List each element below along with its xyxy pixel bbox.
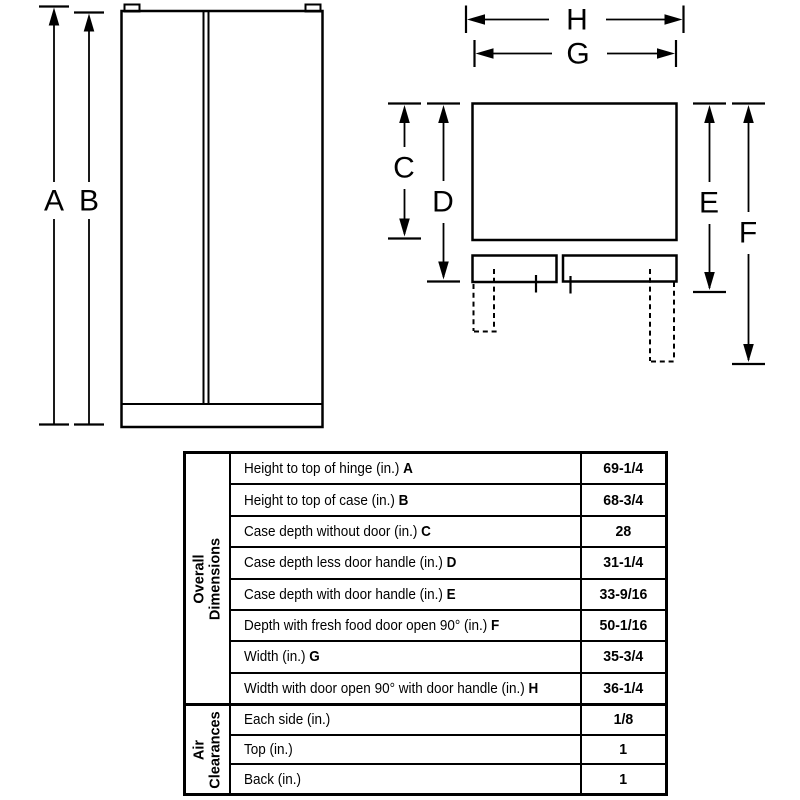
table-row bbox=[231, 609, 665, 640]
spec-label: Back (in.) bbox=[244, 770, 302, 788]
spec-value: 69-1/4 bbox=[580, 454, 665, 483]
table-row bbox=[231, 706, 665, 734]
spec-value: 35-3/4 bbox=[580, 642, 665, 671]
dim-label-g: G bbox=[566, 37, 590, 71]
spec-table bbox=[183, 451, 668, 796]
spec-value: 36-1/4 bbox=[580, 674, 665, 703]
spec-label: Top (in.) bbox=[244, 741, 293, 758]
spec-value: 1/8 bbox=[580, 706, 665, 734]
case-top-view bbox=[473, 104, 677, 241]
spec-value: 50-1/16 bbox=[580, 611, 665, 640]
right-door-top-view bbox=[563, 256, 677, 282]
spec-value: 1 bbox=[580, 765, 665, 793]
table-row bbox=[231, 734, 665, 764]
spec-value: 33-9/16 bbox=[580, 580, 665, 609]
right-door-open-dashed bbox=[650, 269, 676, 362]
spec-label: Width (in.) G bbox=[244, 648, 320, 666]
dim-label-b: B bbox=[78, 184, 100, 218]
spec-value: 31-1/4 bbox=[580, 548, 665, 577]
front-view bbox=[39, 5, 323, 428]
left-door-top-view bbox=[473, 256, 557, 283]
spec-label: Height to top of hinge (in.) A bbox=[244, 460, 413, 478]
dim-label-a: A bbox=[43, 184, 65, 218]
spec-value: 68-3/4 bbox=[580, 485, 665, 514]
spec-value: 28 bbox=[580, 517, 665, 546]
table-row bbox=[231, 483, 665, 514]
air-clearances-rows bbox=[231, 706, 665, 793]
section-header-overall-dimensions bbox=[186, 454, 231, 703]
spec-label: Case depth without door (in.) C bbox=[244, 522, 431, 540]
section-header-text: Overall Dimensions bbox=[191, 537, 223, 620]
section-header-air-clearances bbox=[186, 706, 231, 793]
dim-label-d: D bbox=[432, 185, 454, 219]
top-view bbox=[388, 4, 765, 365]
section-air-clearances bbox=[186, 703, 665, 793]
dim-label-h: H bbox=[566, 3, 588, 37]
spec-label: Each side (in.) bbox=[244, 711, 331, 729]
dim-label-f: F bbox=[738, 216, 758, 250]
table-row bbox=[231, 672, 665, 703]
table-row bbox=[231, 763, 665, 793]
spec-label: Width with door open 90° with door handle (in.) H bbox=[244, 679, 539, 697]
overall-dimensions-rows bbox=[231, 454, 665, 703]
table-row bbox=[231, 515, 665, 546]
section-header-text: Air Clearances bbox=[191, 710, 223, 789]
dim-label-e: E bbox=[698, 186, 720, 220]
table-row bbox=[231, 546, 665, 577]
fridge-body bbox=[122, 11, 323, 427]
spec-value: 1 bbox=[580, 736, 665, 764]
table-row bbox=[231, 640, 665, 671]
table-row bbox=[231, 454, 665, 483]
section-overall-dimensions bbox=[186, 454, 665, 703]
dim-b bbox=[74, 13, 104, 425]
spec-label: Depth with fresh food door open 90° (in.) F bbox=[244, 617, 500, 635]
table-row bbox=[231, 578, 665, 609]
spec-label: Case depth less door handle (in.) D bbox=[244, 554, 457, 572]
dim-label-c: C bbox=[393, 151, 415, 185]
spec-label: Case depth with door handle (in.) E bbox=[244, 585, 456, 603]
spec-label: Height to top of case (in.) B bbox=[244, 491, 409, 509]
